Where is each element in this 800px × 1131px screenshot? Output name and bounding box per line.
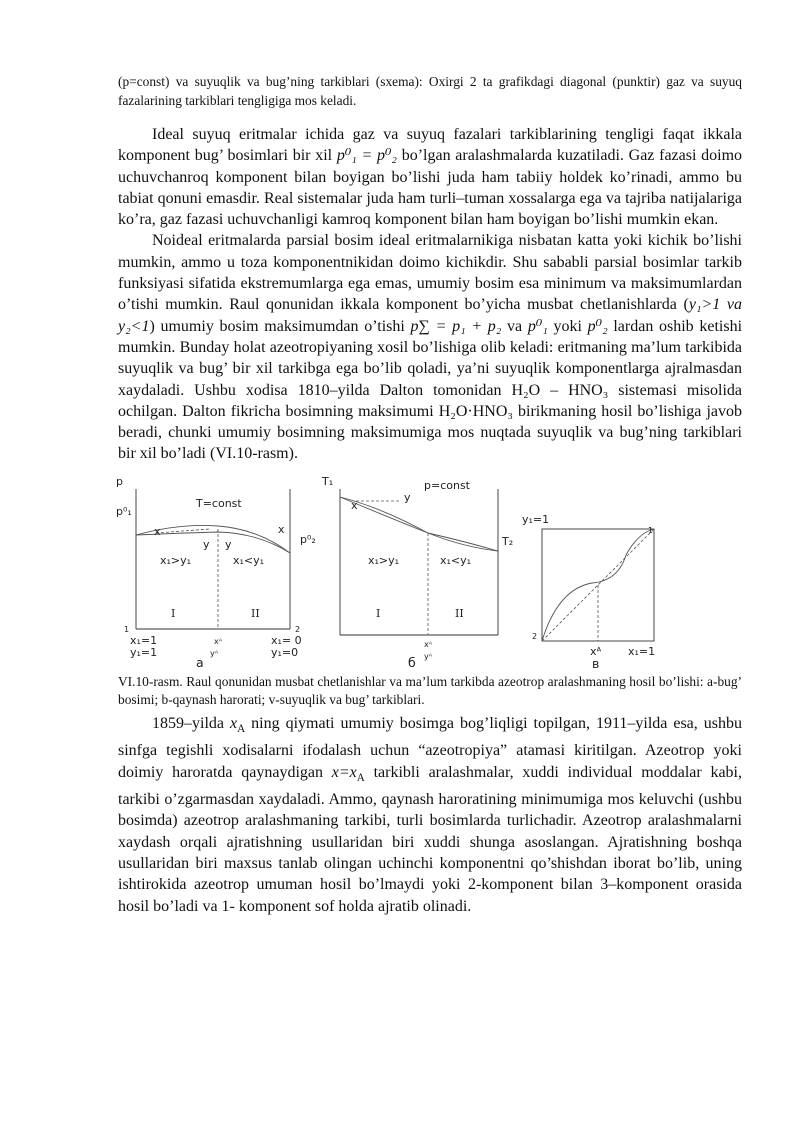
panel-a-x-right: x [278,522,285,536]
panel-a-tick-left: 1 [124,624,130,634]
symbol-p1-zero: p⁰₁ [527,317,548,335]
panel-c-top-label: y₁=1 [522,512,550,526]
panel-a-roman-left: I [171,606,176,620]
panel-a-x-left: x [154,524,161,538]
panel-b-y-label: y [404,490,411,504]
panel-b-t2-label: T₂ [502,534,514,548]
top-caption: (p=const) va suyuqlik va bug’ning tarkiblari (sxema): Oxirgi 2 ta grafikdagi diagonal (punktir) gaz va suyuq fazalarining tarkiblari tengligiga mos keladi. [118,74,742,108]
figure-vi-10 [118,471,742,671]
panel-b-region-right: x₁<y₁ [440,553,472,567]
panel-a-p2-label: p⁰₂ [300,532,316,546]
equation-p1-p2: p⁰₁ = p⁰₂ [336,147,397,165]
panel-a-xa-label: xᴬ [214,636,223,646]
panel-a-roman-right: II [251,606,260,620]
panel-a-region-right: x₁<y₁ [233,553,265,567]
panel-b-roman-left: I [376,606,381,620]
panel-a-tick-right: 2 [295,624,301,634]
paragraph-nonideal-solutions: Noideal eritmalarda parsial bosim ideal eritmalarnikiga nisbatan katta yoki kichik bo’lishi mumkin, ammo u toza komponentnikidan doimo kichikdir. Shu sababli parsial bosimlar tarkib funksiyasi sifatida ekstremumlarga ega emas, umumiy bosim esa minimum va maksimumlardan o’tishi mumkin. Raul qonunidan ikkala komponent bo’yicha musbat chetlanishlarda (y₁>1 va y₂<1) umumiy bosim maksimumdan o’tishi p∑ = p₁ + p₂ va p⁰₁ yoki p⁰₂ lardan oshib ketishi mumkin. Bunday holat azeotropiyaning xosil bo’lishiga olib keladi: eritmaning ma’lum tarkibida suyuqlik va bug’ bir xil tarkibga ega bo’lib qoladi, ya’ni suyuqlik komponentlarga ajralmasdan xaydaladi. Ushbu xodisa 1810–yilda Dalton tomonidan H₂O – HNO₃ sistemasi misolida ochilgan. Dalton fikricha bosimning maksimumi H₂O·HNO₃ birikmaning hosil bo’lishiga javob beradi, chunki umumiy bosimning maksimumiga mos nuqtada suyuqlik va bug’ning tarkiblari bir xil bo’ladi (VI.10-rasm). [118,232,743,463]
panel-c-composition [522,513,655,671]
figure-caption: VI.10-rasm. Raul qonunidan musbat chetlanishlar va ma’lum tarkibda azeotrop aralashmaning hosil bo’lishi: a-bug’ bosimi; b-qaynash harorati; v-suyuqlik va bug’ tarkiblari. [118,673,742,707]
panel-b-liquid-curve [340,497,498,551]
document-page [118,72,742,917]
panel-b-vapour-curve [340,497,498,551]
panel-c-bottom-right: x₁=1 [628,644,656,658]
panel-b-region-left: x₁>y₁ [368,553,400,567]
panel-a-ya-label: yᴬ [210,648,219,658]
condition-y1-y2: y₁>1 va y₂<1 [118,296,743,335]
panel-b-letter: б [408,654,416,670]
panel-b-t1-label: T₁ [322,474,334,488]
panel-c-letter: в [592,655,600,671]
paragraph-azeotropy-history: 1859–yilda $x_A$ ning qiymati umumiy bosimga bog’liqligi topilgan, 1911–yilda esa, ushbu sinfga tegishli xodisalarni ifodalash uchun “azeotropiya” atamasi kiritilgan. Azeotrop yoki doimiy haroratda qaynaydigan $x=x_A$ tarkibli aralashmalar, xuddi individual moddalar kabi, tarkibi o’zgarmasdan xaydaladi. Ammo, qaynash haroratining minimumiga mos keluvchi (ushbu bosimda) azeotrop aralashmaning tarkibi, turli bosimlarda turlichadir. Azeotrop aralashmalarni xaydash orqali ajratishning usullaridan biri xuddi shunga asoslangan. Ajratishning boshqa usullaridan biri maxsus tanlab olingan uchinchi komponentni qo’shishdan iborat bo’lib, uning ishtirokida azeotrop umuman hosil bo’lmaydi yoki 2-komponent bilan 3–komponent orasida hosil bo’ladi va 1- komponent sof holda ajratib olinadi. [118,714,742,915]
paragraph-ideal-solutions: Ideal suyuq eritmalar ichida gaz va suyuq fazalari tarkiblarining tengligi faqat ikkala komponent bug’ bosimlari bir xil p⁰₁ = p⁰₂ bo’lgan aralashmalarda kuzatiladi. Gaz fazasi doimo uchuvchanroq komponent bilan boyigan bo’lishi juda ham tabiiy holdek ko’rinadi, ammo bu tabiat qonuni emasdir. Real sistemalar juda ham turli–tuman xossalarga ega va tajriba natijalariga ko’ra, gaz fazasi uchuvchanligi kamroq komponent bilan ham boyigan bo’lishi mumkin ekan. [118,126,743,229]
azeotrope-diagrams [118,471,742,671]
panel-c-corner-top: 1 [648,525,654,535]
panel-b-ya-label: yᴬ [424,651,433,661]
panel-a-pressure [116,475,316,670]
panel-c-corner-bottom: 2 [532,631,538,641]
panel-a-region-left: x₁>y₁ [160,553,192,567]
panel-a-bottom-left-2: y₁=1 [130,645,158,659]
panel-b-condition: p=const [424,478,470,492]
panel-b-roman-right: II [455,606,464,620]
panel-a-bottom-right-1: x₁= 0 [271,633,302,647]
panel-a-y-left: y [203,537,210,551]
panel-a-y-right: y [225,537,232,551]
panel-a-letter: a [196,654,204,670]
panel-b-xa-label: xᴬ [424,639,433,649]
panel-b-x-label: x [351,498,358,512]
panel-c-xa-label: xᴬ [590,644,602,658]
panel-a-bottom-right-2: y₁=0 [271,645,299,659]
symbol-p2-zero: p⁰₂ [587,317,608,335]
equation-p-sum: p∑ = p₁ + p₂ [410,317,502,335]
panel-a-condition: T=const [196,496,242,510]
panel-a-bottom-left-1: x₁=1 [130,633,158,647]
panel-b-temperature [321,475,513,670]
panel-a-p1-label: p⁰₁ [116,504,132,518]
panel-a-axis-label: p [116,474,123,488]
